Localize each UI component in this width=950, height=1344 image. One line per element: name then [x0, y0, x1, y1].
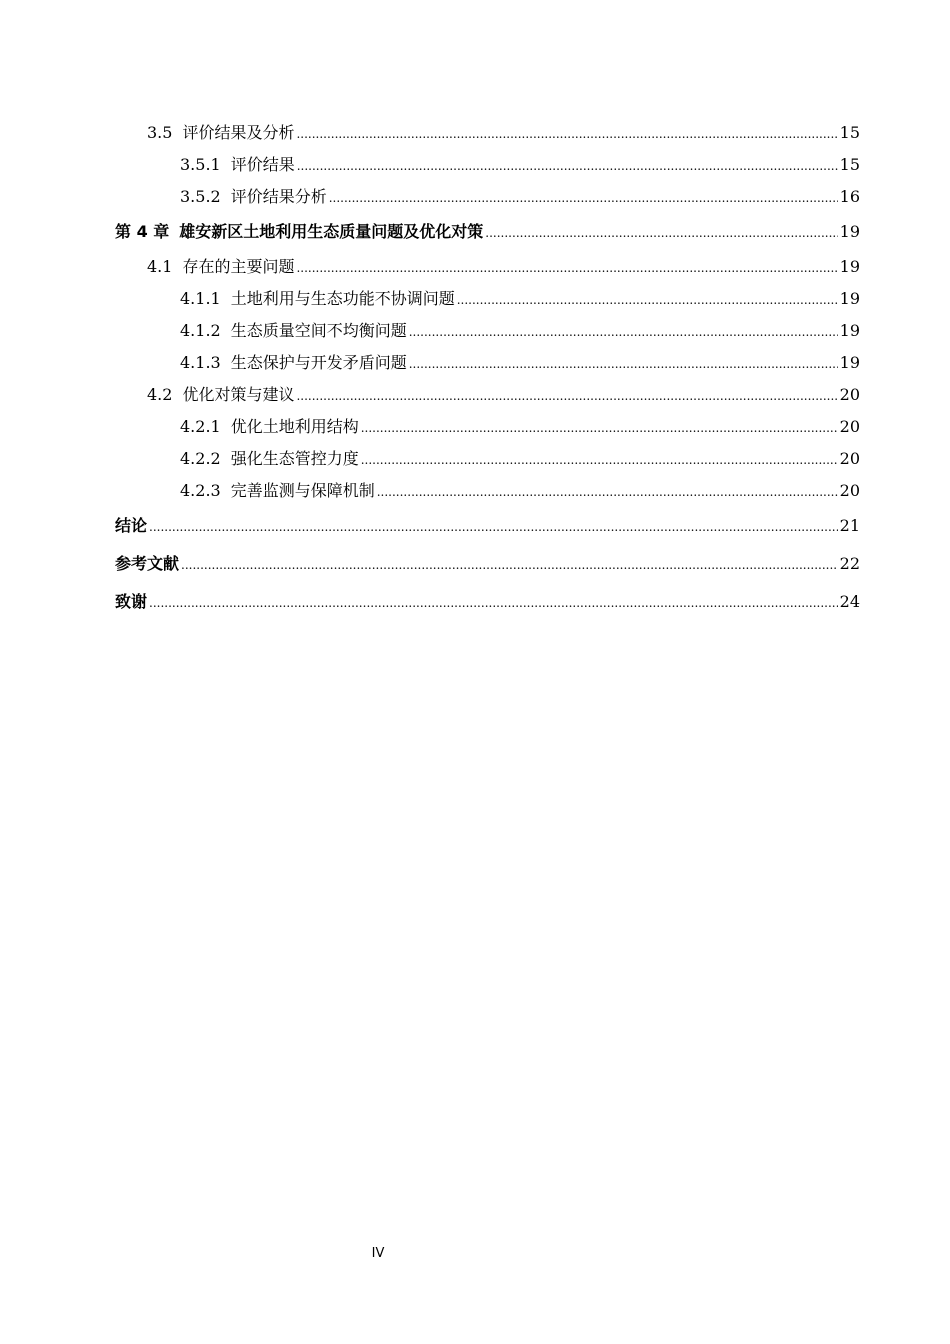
- toc-entry-page: 20: [839, 481, 860, 500]
- toc-entry-page: 24: [839, 592, 860, 611]
- toc-entry-4-2-2[interactable]: [115, 443, 860, 475]
- toc-entry-4-2[interactable]: [115, 379, 860, 411]
- toc-entry-number: 3.5.2: [180, 187, 221, 206]
- toc-entry-4-1[interactable]: [115, 251, 860, 283]
- dot-leader: [361, 444, 838, 476]
- toc-entry-number: 3.5.1: [180, 155, 221, 174]
- toc-entry-text: 完善监测与保障机制: [230, 481, 375, 500]
- toc-entry-number: 4.2: [147, 385, 173, 404]
- dot-leader: [296, 118, 837, 150]
- toc-entry-page: 20: [839, 417, 860, 436]
- toc-entry-title: [180, 315, 407, 347]
- toc-entry-title: [180, 347, 407, 379]
- toc-entry-text: 存在的主要问题: [182, 257, 295, 276]
- dot-leader: [149, 584, 838, 622]
- toc-entry-number: 第 4 章: [115, 222, 170, 241]
- toc-entry-page: 22: [839, 554, 860, 573]
- dot-leader: [457, 284, 838, 316]
- toc-entry-conclusion[interactable]: [115, 507, 860, 545]
- toc-entry-text: 结论: [115, 516, 148, 535]
- toc-entry-number: 4.2.3: [180, 481, 221, 500]
- toc-entry-title: [180, 283, 455, 315]
- toc-entry-title: [115, 545, 179, 583]
- dot-leader: [297, 150, 838, 182]
- dot-leader: [485, 214, 837, 252]
- toc-entry-number: 4.2.2: [180, 449, 221, 468]
- toc-entry-number: 4.2.1: [180, 417, 221, 436]
- toc-entry-4-1-2[interactable]: [115, 315, 860, 347]
- toc-entry-page: 20: [839, 385, 860, 404]
- toc-entry-page: 15: [839, 155, 860, 174]
- toc-entry-references[interactable]: [115, 545, 860, 583]
- toc-entry-title: [180, 475, 375, 507]
- toc-entry-title: [180, 411, 359, 443]
- toc-entry-number: 4.1.1: [180, 289, 221, 308]
- dot-leader: [361, 412, 838, 444]
- toc-entry-title: [180, 149, 295, 181]
- toc-entry-title: [115, 583, 147, 621]
- toc-entry-page: 20: [839, 449, 860, 468]
- toc-entry-number: 3.5: [147, 123, 173, 142]
- toc-entry-page: 19: [839, 257, 860, 276]
- toc-entry-acknowledgements[interactable]: [115, 583, 860, 621]
- toc-entry-text: 参考文献: [115, 554, 180, 573]
- toc-entry-4-2-1[interactable]: [115, 411, 860, 443]
- toc-entry-page: 16: [839, 187, 860, 206]
- dot-leader: [409, 316, 838, 348]
- toc-entry-page: 19: [839, 222, 860, 241]
- toc-entry-number: 4.1.3: [180, 353, 221, 372]
- toc-entry-3-5[interactable]: [115, 117, 860, 149]
- dot-leader: [409, 348, 838, 380]
- toc-entry-3-5-1[interactable]: [115, 149, 860, 181]
- toc-entry-text: 土地利用与生态功能不协调问题: [230, 289, 455, 308]
- toc-entry-title: [147, 251, 294, 283]
- toc-entry-title: [147, 379, 294, 411]
- toc-entry-text: 雄安新区土地利用生态质量问题及优化对策: [179, 222, 484, 241]
- toc-entry-page: 19: [839, 321, 860, 340]
- toc-entry-title: [180, 181, 327, 213]
- toc-entry-page: 19: [839, 353, 860, 372]
- toc-entry-title: [180, 443, 359, 475]
- dot-leader: [296, 252, 837, 284]
- toc-entry-page: 21: [839, 516, 860, 535]
- toc-entry-4-2-3[interactable]: [115, 475, 860, 507]
- toc-entry-text: 评价结果分析: [230, 187, 327, 206]
- toc-entry-text: 强化生态管控力度: [230, 449, 359, 468]
- toc-entry-number: 4.1: [147, 257, 173, 276]
- dot-leader: [296, 380, 837, 412]
- dot-leader: [377, 476, 838, 508]
- toc-entry-4-1-3[interactable]: [115, 347, 860, 379]
- toc-entry-text: 优化土地利用结构: [230, 417, 359, 436]
- page-number: IV: [371, 1246, 385, 1261]
- toc-entry-chapter-4[interactable]: [115, 213, 860, 251]
- toc-entry-text: 致谢: [115, 592, 148, 611]
- toc-entry-4-1-1[interactable]: [115, 283, 860, 315]
- toc-entry-title: [115, 213, 483, 251]
- dot-leader: [329, 182, 838, 214]
- toc-entry-title: [147, 117, 294, 149]
- toc-entry-number: 4.1.2: [180, 321, 221, 340]
- dot-leader: [181, 546, 838, 584]
- toc-entry-text: 生态保护与开发矛盾问题: [230, 353, 407, 372]
- toc-entry-title: [115, 507, 147, 545]
- toc-entry-page: 19: [839, 289, 860, 308]
- toc-entry-text: 评价结果及分析: [182, 123, 295, 142]
- dot-leader: [149, 508, 838, 546]
- table-of-contents: [115, 117, 860, 621]
- toc-entry-text: 优化对策与建议: [182, 385, 295, 404]
- toc-entry-page: 15: [839, 123, 860, 142]
- toc-entry-3-5-2[interactable]: [115, 181, 860, 213]
- toc-entry-text: 评价结果: [230, 155, 295, 174]
- toc-entry-text: 生态质量空间不均衡问题: [230, 321, 407, 340]
